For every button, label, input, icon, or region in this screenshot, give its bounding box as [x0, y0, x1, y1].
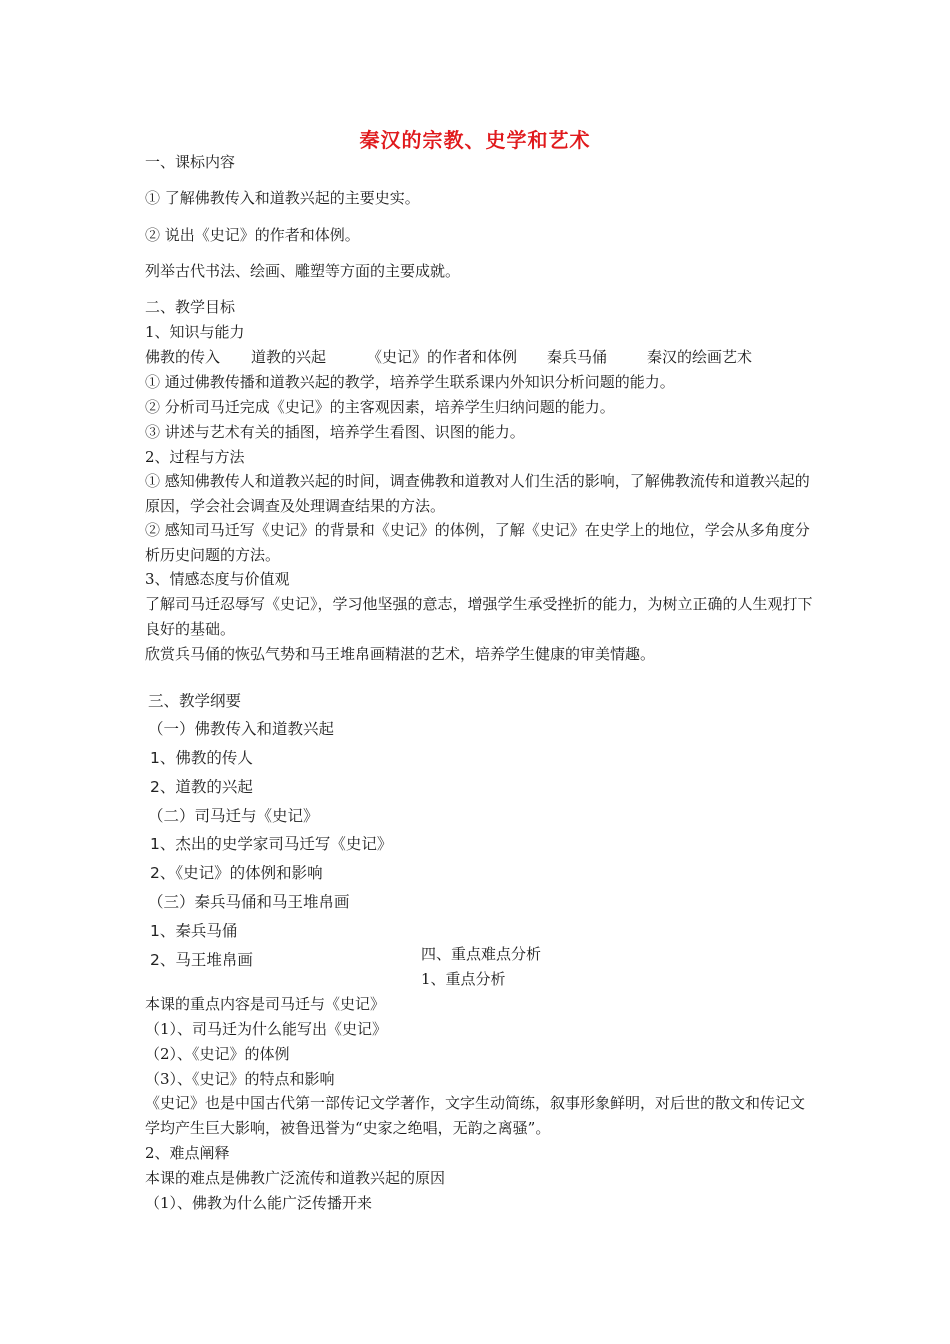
difficulty-line: 本课的难点是佛教广泛流传和道教兴起的原因	[145, 1169, 446, 1187]
key-line: （3）、《史记》的特点和影响	[145, 1070, 335, 1088]
outline-line: 2、马王堆帛画	[150, 951, 253, 969]
ability-item-1: ① 通过佛教传播和道教兴起的教学，培养学生联系课内外知识分析问题的能力。	[145, 373, 675, 391]
subsection-key-points: 1、重点分析	[421, 970, 506, 988]
curriculum-item-3: 列举古代书法、绘画、雕塑等方面的主要成就。	[145, 262, 461, 280]
process-item-2: ② 感知司马迁写《史记》的背景和《史记》的体例，了解《史记》在史学上的地位，学会从多角度分析历史问题的方法。	[145, 521, 810, 564]
ability-item-3: ③ 讲述与艺术有关的插图，培养学生看图、识图的能力。	[145, 423, 525, 441]
outline-line: 2、道教的兴起	[150, 778, 253, 796]
key-line: （1）、司马迁为什么能写出《史记》	[145, 1020, 388, 1038]
process-item-1: ① 感知佛教传人和道教兴起的时间，调查佛教和道教对人们生活的影响，了解佛教流传和道教兴起的原因，学会社会调查及处理调查结果的方法。	[145, 472, 810, 515]
topic-item: 道教的兴起	[251, 348, 327, 366]
topic-item: 佛教的传入	[145, 348, 221, 366]
topic-list	[145, 345, 815, 369]
section-1-heading: 一、课标内容	[145, 153, 236, 171]
outline-line: 1、佛教的传人	[150, 749, 253, 767]
ability-item-2: ② 分析司马迁完成《史记》的主客观因素，培养学生归纳问题的能力。	[145, 398, 615, 416]
outline-line: 2、《史记》的体例和影响	[150, 864, 323, 882]
key-paragraph: 《史记》也是中国古代第一部传记文学著作，文字生动简练，叙事形象鲜明，对后世的散文和传记文学均产生巨大影响，被鲁迅誉为“史家之绝唱，无韵之离骚”。	[145, 1094, 806, 1137]
topic-item: 秦汉的绘画艺术	[647, 348, 753, 366]
outline-line: 1、杰出的史学家司马迁写《史记》	[150, 835, 393, 853]
subsection-difficulty: 2、难点阐释	[145, 1144, 230, 1162]
outline-line: （三）秦兵马俑和马王堆帛画	[148, 893, 350, 911]
outline-line: （一）佛教传入和道教兴起	[148, 720, 335, 738]
emotion-item-2: 欣赏兵马俑的恢弘气势和马王堆帛画精湛的艺术，培养学生健康的审美情趣。	[145, 645, 656, 663]
topic-item: 《史记》的作者和体例	[367, 348, 518, 366]
section-4-heading: 四、重点难点分析	[421, 945, 542, 963]
difficulty-line: （1）、佛教为什么能广泛传播开来	[145, 1194, 373, 1212]
key-line: （2）、《史记》的体例	[145, 1045, 290, 1063]
subsection-knowledge: 1、知识与能力	[145, 323, 245, 341]
emotion-item-1: 了解司马迁忍辱写《史记》，学习他坚强的意志，增强学生承受挫折的能力，为树立正确的人生观打下良好的基础。	[145, 595, 813, 638]
topic-item: 秦兵马俑	[547, 348, 608, 366]
page-title: 秦汉的宗教、史学和艺术	[359, 128, 591, 152]
section-3-heading: 三、教学纲要	[148, 692, 242, 710]
subsection-emotion: 3、情感态度与价值观	[145, 570, 290, 588]
curriculum-item-2: ② 说出《史记》的作者和体例。	[145, 226, 360, 244]
outline-line: （二）司马迁与《史记》	[148, 807, 319, 825]
curriculum-item-1: ① 了解佛教传入和道教兴起的主要史实。	[145, 189, 420, 207]
outline-line: 1、秦兵马俑	[150, 922, 238, 940]
subsection-process: 2、过程与方法	[145, 448, 245, 466]
key-line: 本课的重点内容是司马迁与《史记》	[145, 995, 386, 1013]
section-2-heading: 二、教学目标	[145, 298, 236, 316]
